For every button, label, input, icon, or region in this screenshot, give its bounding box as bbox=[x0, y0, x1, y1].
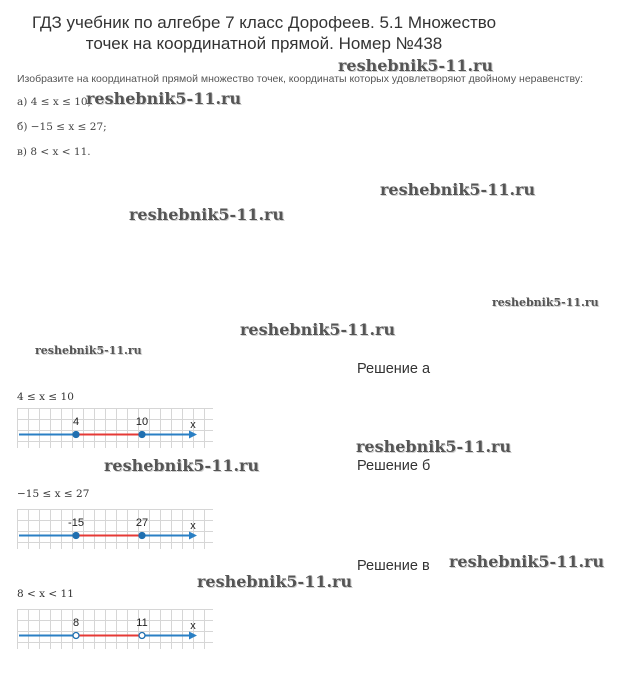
watermark: reshebnik5-11.ru bbox=[338, 56, 494, 75]
solution-b-heading: Решение б bbox=[357, 458, 431, 474]
right-tick-label: 11 bbox=[136, 617, 148, 629]
left-endpoint bbox=[73, 432, 79, 438]
title-line-1: ГДЗ учебник по алгебре 7 класс Дорофеев. 5.1 Множество bbox=[31, 13, 497, 32]
right-endpoint bbox=[139, 633, 145, 639]
solution-b-inequality: −15 ≤ x ≤ 27 bbox=[17, 488, 90, 500]
left-tick-label: -15 bbox=[68, 517, 84, 529]
watermark: reshebnik5-11.ru bbox=[492, 296, 599, 309]
watermark: reshebnik5-11.ru bbox=[380, 180, 536, 199]
watermark: reshebnik5-11.ru bbox=[104, 456, 260, 475]
right-tick-label: 27 bbox=[135, 517, 149, 529]
solution-c-heading: Решение в bbox=[357, 558, 430, 574]
watermark: reshebnik5-11.ru bbox=[86, 89, 242, 108]
watermark: reshebnik5-11.ru bbox=[356, 437, 512, 456]
task-item-a: а) 4 ≤ x ≤ 10; bbox=[17, 96, 92, 108]
grid bbox=[17, 509, 213, 549]
page-title bbox=[14, 12, 514, 54]
number-line-b bbox=[17, 509, 213, 549]
watermark: reshebnik5-11.ru bbox=[240, 320, 396, 339]
task-text: Изобразите на координатной прямой множество точек, координаты которых удовлетворяют двойному неравенству: bbox=[17, 73, 584, 85]
axis-label: x bbox=[190, 419, 196, 431]
watermark: reshebnik5-11.ru bbox=[197, 572, 353, 591]
axis-label: x bbox=[190, 620, 196, 632]
number-line-c bbox=[17, 609, 213, 649]
left-endpoint bbox=[73, 633, 79, 639]
right-tick-label: 10 bbox=[135, 416, 149, 428]
right-endpoint bbox=[139, 533, 145, 539]
solution-c-inequality: 8 < x < 11 bbox=[17, 588, 74, 600]
right-endpoint bbox=[139, 432, 145, 438]
solution-a-heading: Решение а bbox=[357, 361, 431, 377]
left-endpoint bbox=[73, 533, 79, 539]
task-item-c: в) 8 < x < 11. bbox=[17, 146, 91, 158]
title-line-2: точек на координатной прямой. Номер №438 bbox=[85, 34, 443, 53]
axis-label: x bbox=[190, 520, 196, 532]
grid bbox=[17, 408, 213, 448]
number-line-a bbox=[17, 408, 213, 448]
left-tick-label: 4 bbox=[72, 416, 80, 428]
solution-a-inequality: 4 ≤ x ≤ 10 bbox=[17, 391, 74, 403]
grid bbox=[17, 609, 213, 649]
left-tick-label: 8 bbox=[72, 617, 80, 629]
task-item-b: б) −15 ≤ x ≤ 27; bbox=[17, 121, 107, 133]
watermark: reshebnik5-11.ru bbox=[35, 344, 142, 357]
watermark: reshebnik5-11.ru bbox=[129, 205, 285, 224]
watermark: reshebnik5-11.ru bbox=[449, 552, 605, 571]
